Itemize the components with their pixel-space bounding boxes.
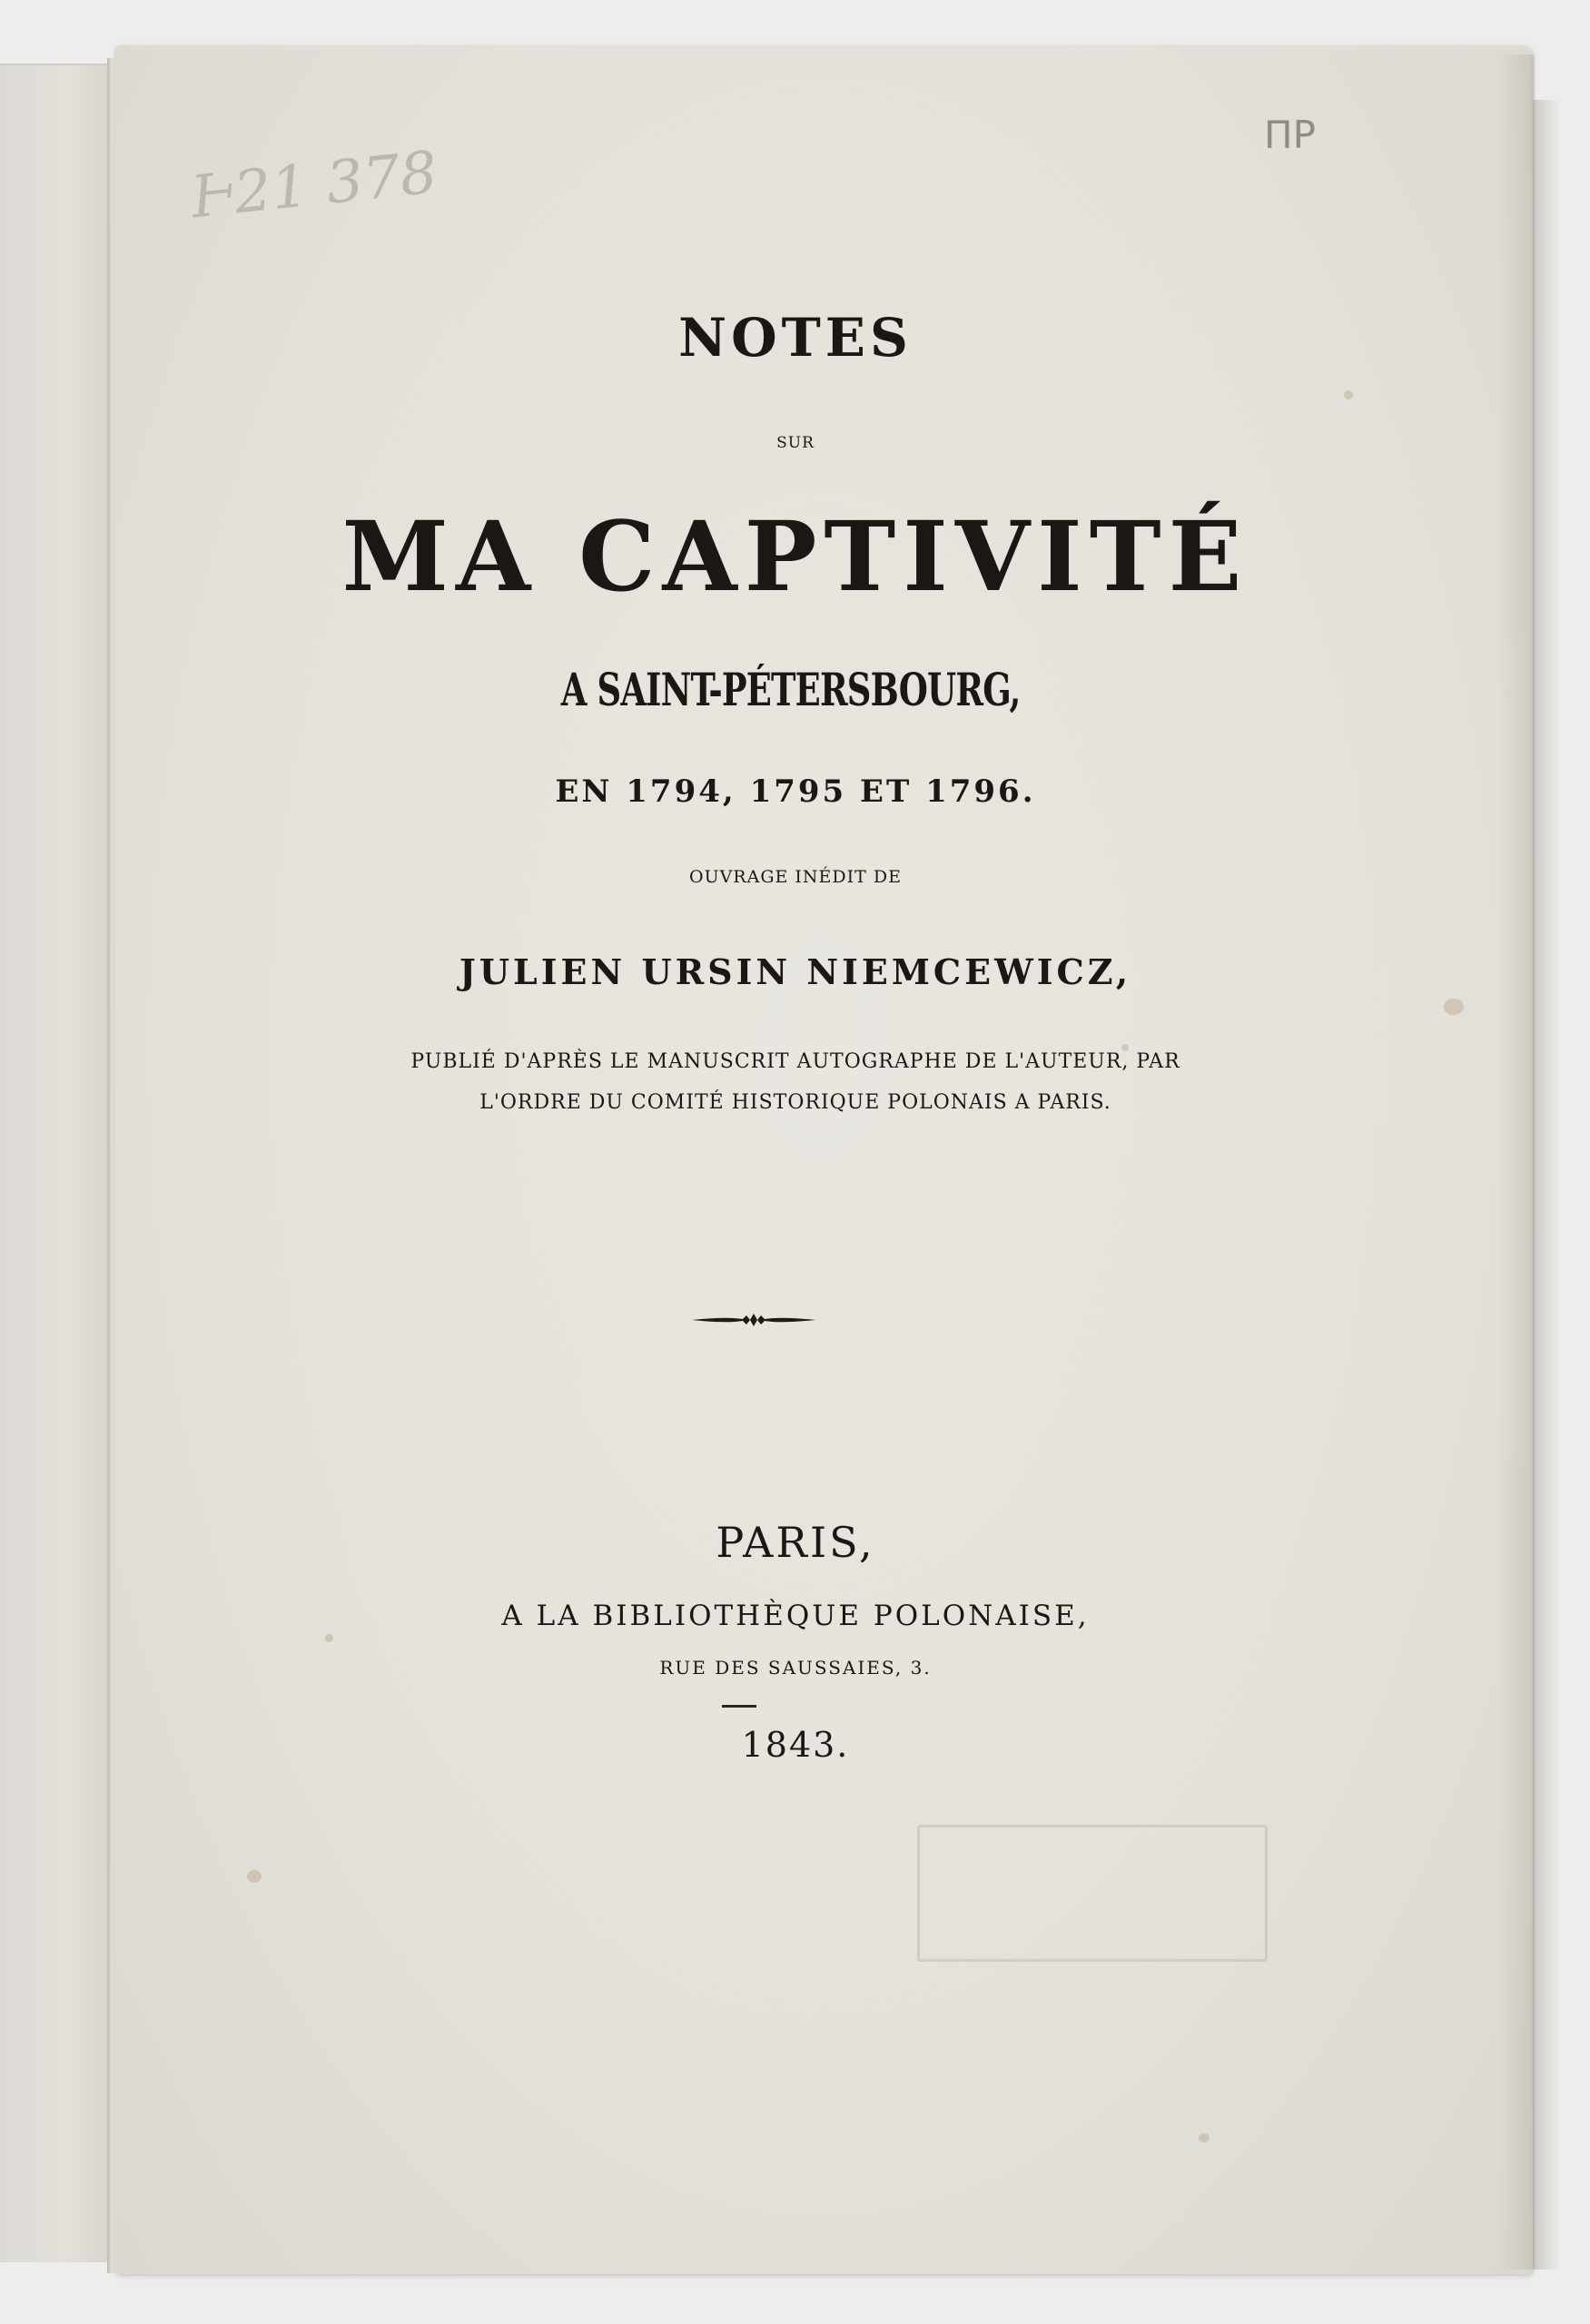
publication-note-line-1: PUBLIÉ D'APRÈS LE MANUSCRIT AUTOGRAPHE DE L'AUTEUR, PAR	[410, 1050, 1180, 1073]
foxing-spot	[247, 1870, 262, 1883]
svg-text:ПР: ПР	[1264, 113, 1316, 157]
pencil-inscription-left	[182, 118, 454, 245]
pencil-inscription-right	[1262, 104, 1326, 159]
title-city: A SAINT-PÉTERSBOURG,	[560, 663, 1021, 716]
page-shadow	[1533, 100, 1560, 2270]
facing-page-edge	[0, 64, 114, 2262]
faded-library-stamp	[917, 1825, 1268, 1962]
imprint-address: RUE DES SAUSSAIES, 3.	[659, 1657, 932, 1679]
imprint-publisher: A LA BIBLIOTHÈQUE POLONAISE,	[501, 1600, 1090, 1632]
publication-note-line-2: L'ORDRE DU COMITÉ HISTORIQUE POLONAIS A PARIS.	[479, 1091, 1111, 1114]
title-page-sheet	[114, 45, 1531, 2274]
title-notes: NOTES	[678, 307, 913, 369]
ornament-divider-icon	[690, 1310, 817, 1330]
short-rule	[722, 1705, 756, 1708]
svg-text:Ͱ21 378: Ͱ21 378	[188, 139, 440, 232]
imprint-city: PARIS,	[716, 1518, 875, 1567]
page-right-edge	[1498, 54, 1535, 2270]
foxing-spot	[1199, 2133, 1210, 2142]
title-sur: SUR	[776, 434, 815, 452]
main-title: MA CAPTIVITÉ	[341, 499, 1249, 613]
imprint-year: 1843.	[741, 1725, 850, 1765]
title-years: EN 1794, 1795 ET 1796.	[555, 773, 1036, 810]
author-intro: OUVRAGE INÉDIT DE	[689, 867, 902, 887]
author-name: JULIEN URSIN NIEMCEWICZ,	[459, 951, 1132, 992]
foxing-spot	[1444, 999, 1464, 1015]
foxing-spot	[325, 1634, 333, 1642]
foxing-spot	[1344, 390, 1353, 399]
